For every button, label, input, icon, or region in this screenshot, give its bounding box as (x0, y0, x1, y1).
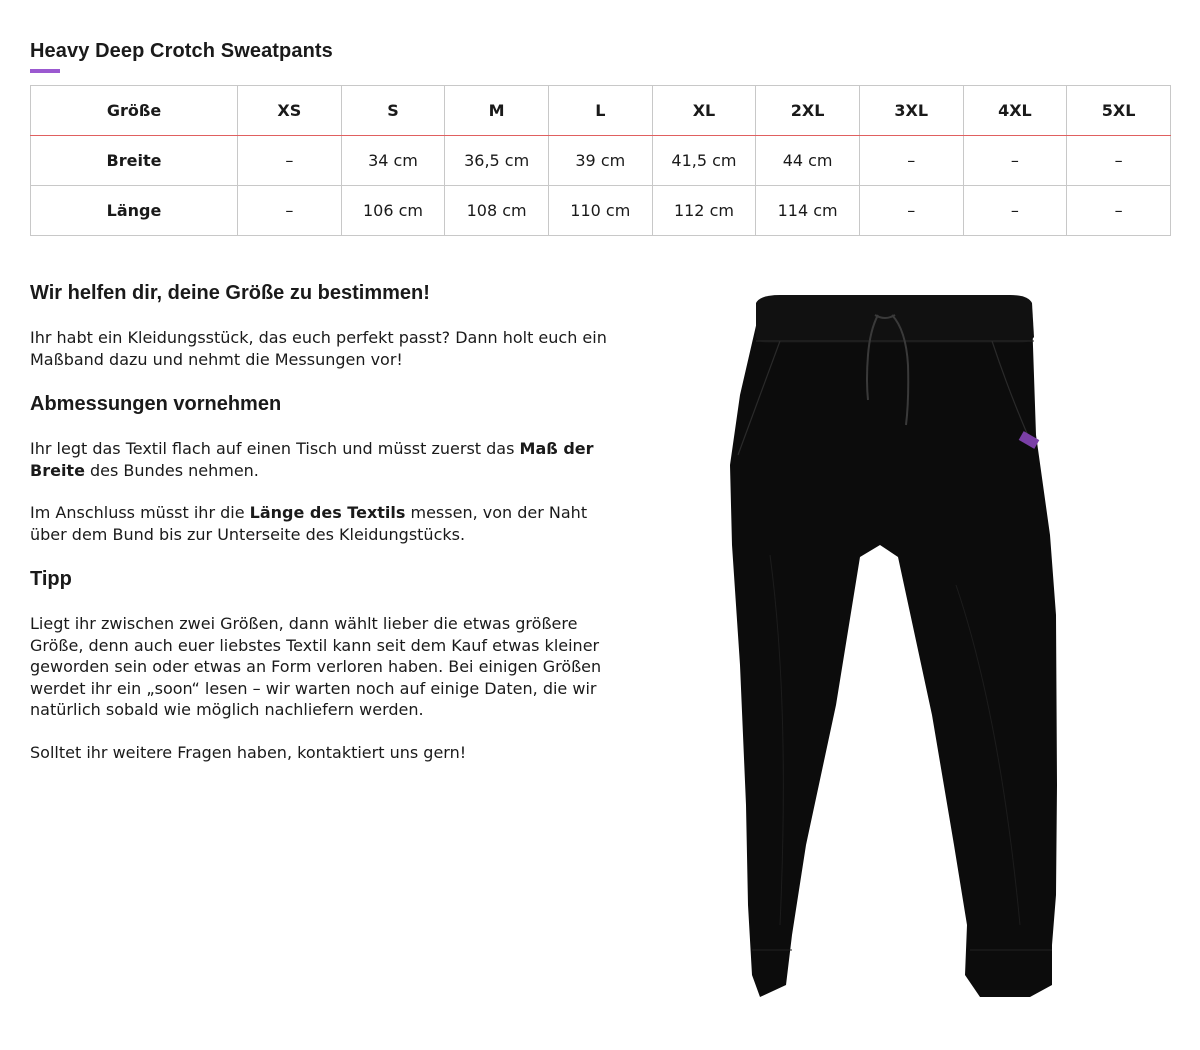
header-cell-s: S (341, 86, 445, 136)
sweatpants-image (720, 285, 1070, 1005)
tip-heading: Tipp (30, 568, 72, 590)
header-cell-5xl: 5XL (1067, 86, 1171, 136)
table-cell: 41,5 cm (652, 136, 756, 186)
tip-paragraph: Liegt ihr zwischen zwei Größen, dann wählt lieber die etwas größere Größe, denn auch euer liebstes Textil kann seit dem Kauf etwas kleiner geworden sein oder etwas an Form verloren haben. Bei einigen Größen werdet ihr ein „soon“ lesen – wir warten noch auf einige Daten, die wir natürlich sobald wie möglich nachliefern werden. (30, 614, 602, 719)
help-heading: Wir helfen dir, deine Größe zu bestimmen! (30, 282, 430, 304)
measure-width-paragraph (30, 438, 620, 481)
table-cell: 114 cm (756, 186, 860, 236)
size-table-header-row (31, 86, 1171, 136)
table-cell: 44 cm (756, 136, 860, 186)
row-label-breite: Breite (31, 136, 238, 186)
table-cell: – (1067, 136, 1171, 186)
table-cell: – (238, 186, 342, 236)
table-cell: – (859, 136, 963, 186)
measure-width-text-post: des Bundes nehmen. (84, 460, 259, 480)
header-cell-l: L (548, 86, 652, 136)
row-label-laenge: Länge (31, 186, 238, 236)
page-title: Heavy Deep Crotch Sweatpants (30, 40, 333, 62)
table-cell: 36,5 cm (445, 136, 549, 186)
header-cell-2xl: 2XL (756, 86, 860, 136)
table-cell: – (1067, 186, 1171, 236)
header-cell-4xl: 4XL (963, 86, 1067, 136)
table-cell: 112 cm (652, 186, 756, 236)
measure-width-emphasis: Maß der Breite (30, 439, 594, 480)
header-cell-m: M (445, 86, 549, 136)
header-cell-xl: XL (652, 86, 756, 136)
table-cell: – (238, 136, 342, 186)
measure-length-emphasis: Länge des Textils (249, 503, 406, 522)
size-guide-text (30, 280, 620, 763)
help-intro-paragraph: Ihr habt ein Kleidungsstück, das euch perfekt passt? Dann holt euch ein Maßband dazu und nehmt die Messungen vor! (30, 328, 607, 369)
title-accent-underline (30, 69, 60, 73)
table-cell: – (963, 186, 1067, 236)
measure-width-text-pre: Ihr legt das Textil flach auf einen Tisch und müsst zuerst das (30, 439, 520, 458)
table-row-laenge (31, 186, 1171, 236)
table-cell: – (963, 136, 1067, 186)
table-row-breite (31, 136, 1171, 186)
table-cell: 110 cm (548, 186, 652, 236)
table-cell: – (859, 186, 963, 236)
header-cell-size-label: Größe (31, 86, 238, 136)
pants-body (730, 317, 1057, 997)
measure-length-text-post: messen, von der Naht über dem Bund bis zur Unterseite des Kleidungstücks. (30, 503, 588, 544)
size-table (30, 85, 1171, 236)
contact-paragraph: Solltet ihr weitere Fragen haben, kontaktiert uns gern! (30, 742, 467, 762)
measure-heading: Abmessungen vornehmen (30, 393, 282, 415)
measure-length-text-pre: Im Anschluss müsst ihr die (30, 503, 250, 522)
table-cell: 108 cm (445, 186, 549, 236)
table-cell: 106 cm (341, 186, 445, 236)
table-cell: 39 cm (548, 136, 652, 186)
measure-length-paragraph (30, 502, 620, 545)
header-cell-3xl: 3XL (859, 86, 963, 136)
table-cell: 34 cm (341, 136, 445, 186)
header-cell-xs: XS (238, 86, 342, 136)
